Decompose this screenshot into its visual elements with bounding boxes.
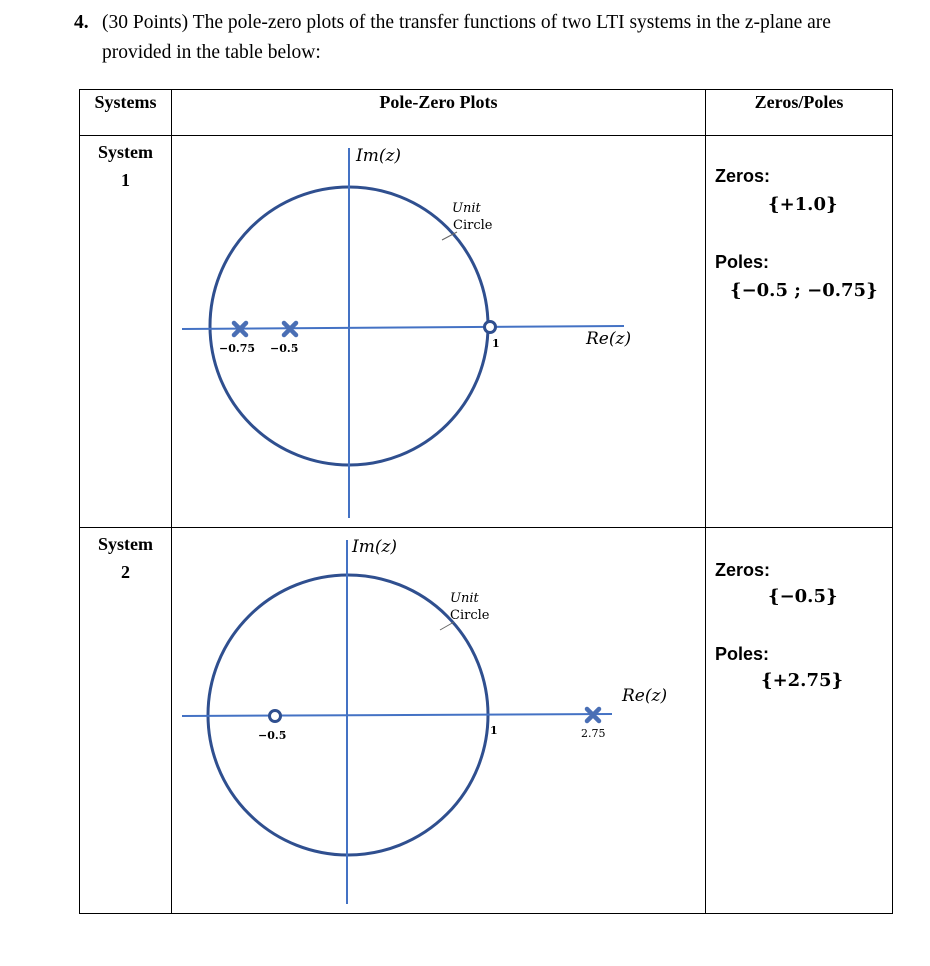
poles-value: {+2.75} (761, 670, 844, 691)
plot-cell (172, 136, 706, 528)
pole-label: −0.75 (219, 342, 256, 355)
re-axis-label: Re(z) (586, 329, 632, 349)
system-number: 1 (121, 170, 130, 190)
zeros-poles-cell (706, 528, 893, 914)
system-name: System (98, 142, 153, 162)
one-label: 1 (490, 724, 498, 737)
table-row (80, 528, 893, 914)
poles-value: {−0.5 ; −0.75} (730, 280, 878, 301)
table-row (80, 136, 893, 528)
circle-label: Circle (453, 218, 493, 233)
zero-marker (485, 322, 496, 333)
pole-zero-plot (172, 136, 705, 522)
plot-cell (172, 528, 706, 914)
unit-label: Unit (452, 201, 481, 216)
im-axis-label: Im(z) (352, 537, 398, 557)
system-number: 2 (121, 562, 130, 582)
re-axis-label: Re(z) (622, 686, 668, 706)
system-name: System (98, 534, 153, 554)
circle-label: Circle (450, 608, 490, 623)
zeros-value: {+1.0} (768, 194, 838, 215)
label-pointer (440, 622, 454, 630)
zeros-poles-cell (706, 136, 893, 528)
zeros-value: {−0.5} (768, 586, 838, 607)
one-label: 1 (492, 337, 500, 350)
system-cell (80, 528, 172, 914)
table-header-row (80, 90, 893, 136)
system-cell (80, 136, 172, 528)
header-plots: Pole-Zero Plots (172, 90, 706, 136)
poles-title: Poles: (715, 644, 770, 664)
zeros-title: Zeros: (715, 560, 771, 580)
question-number: 4. (74, 12, 89, 33)
poles-title: Poles: (715, 252, 770, 272)
pole-label: 2.75 (581, 727, 606, 740)
real-axis (182, 714, 612, 716)
unit-label: Unit (450, 591, 479, 606)
zeros-title: Zeros: (715, 166, 771, 186)
im-axis-label: Im(z) (356, 146, 402, 166)
header-systems: Systems (80, 90, 172, 136)
zero-label: −0.5 (258, 729, 287, 742)
header-zeros-poles: Zeros/Poles (706, 90, 893, 136)
pole-zero-table (79, 89, 893, 914)
zero-marker (270, 711, 281, 722)
real-axis (182, 326, 624, 329)
question (74, 8, 904, 68)
question-text: (30 Points) The pole-zero plots of the transfer functions of two LTI systems in the z-plane are provided in the table below: (102, 12, 831, 63)
pole-zero-plot (172, 528, 705, 908)
pole-label: −0.5 (270, 342, 299, 355)
